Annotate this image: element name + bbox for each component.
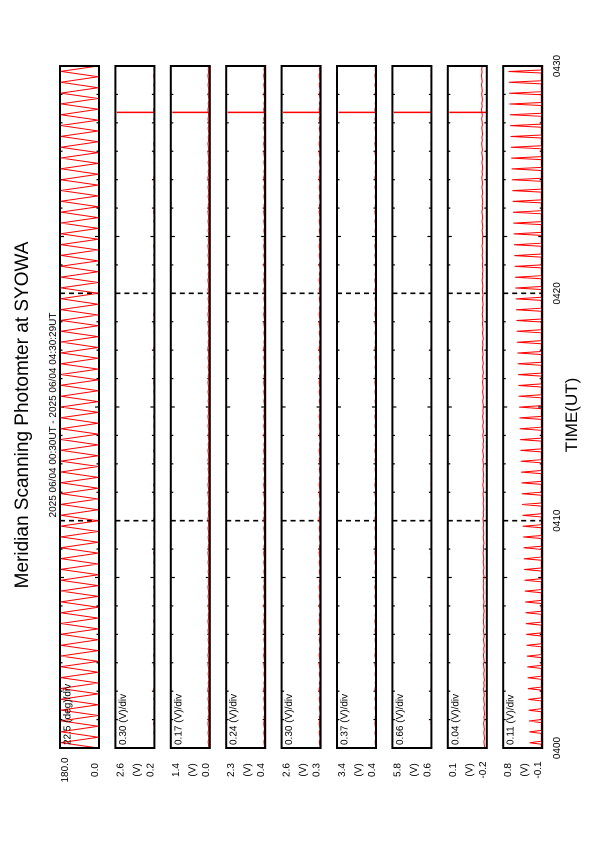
- y-tick-label-min: 0.4: [256, 763, 268, 777]
- y-unit-label: (V): [131, 763, 143, 777]
- y-unit-label: (V): [353, 763, 365, 777]
- y-tick-label-max: 5.8: [392, 763, 404, 777]
- panel-scale-label: 0.37 (V)/div: [339, 693, 351, 745]
- chart-title: Meridian Scanning Photomter at SYOWA: [12, 241, 33, 589]
- y-tick-label-min: 0.3: [311, 763, 323, 777]
- y-tick-label-min: 0.4: [367, 763, 378, 777]
- y-tick-label-min: 0.0: [200, 763, 212, 777]
- y-tick-label-max: 2.6: [281, 763, 293, 777]
- chart-subtitle: 2025 06/04 00:30UT - 2025 06/04 04:30:29UT: [48, 312, 59, 518]
- panel-scale-label: 0.30 (V)/div: [117, 693, 129, 745]
- y-tick-label-max: 2.3: [226, 763, 238, 777]
- y-tick-label-max: 0.1: [447, 763, 459, 777]
- y-unit-label: (V): [408, 763, 420, 777]
- panel-scale-label: 0.04 (V)/div: [450, 693, 462, 745]
- y-tick-label-min: 0.6: [422, 763, 434, 777]
- y-unit-label: (V): [242, 763, 254, 777]
- y-unit-label: (V): [519, 763, 531, 777]
- panel-scale-label: 0.17 (V)/div: [173, 693, 185, 745]
- y-tick-label-min: 0.2: [145, 763, 157, 777]
- x-tick-label: 0430: [552, 54, 564, 78]
- x-tick-label: 0410: [552, 509, 564, 532]
- y-tick-label-min: 0.0: [90, 763, 101, 777]
- x-axis-label: TIME(UT): [562, 377, 581, 453]
- y-tick-label-max: 1.4: [170, 763, 182, 777]
- y-unit-label: (V): [187, 763, 199, 777]
- panel-scale-label: 22.5 (deg)/div: [62, 683, 74, 745]
- y-tick-label-max: 2.6: [115, 763, 127, 777]
- panel-scale-label: 0.30 (V)/div: [284, 693, 296, 745]
- y-tick-label-min: -0.2: [477, 761, 489, 779]
- x-tick-label: 0420: [552, 282, 564, 305]
- y-tick-label-max: 3.4: [337, 763, 348, 777]
- panel-scale-label: 0.66 (V)/div: [394, 693, 406, 745]
- y-tick-label-max: 0.8: [503, 763, 515, 777]
- y-unit-label: (V): [298, 763, 310, 777]
- panel-scale-label: 0.24 (V)/div: [228, 693, 240, 745]
- y-unit-label: (V): [464, 763, 476, 777]
- y-tick-label-min: -0.1: [533, 761, 545, 779]
- panel-scale-label: 0.11 (V)/div: [505, 694, 517, 745]
- y-tick-label-max: 180.0: [60, 757, 71, 783]
- x-tick-label: 0400: [552, 736, 564, 760]
